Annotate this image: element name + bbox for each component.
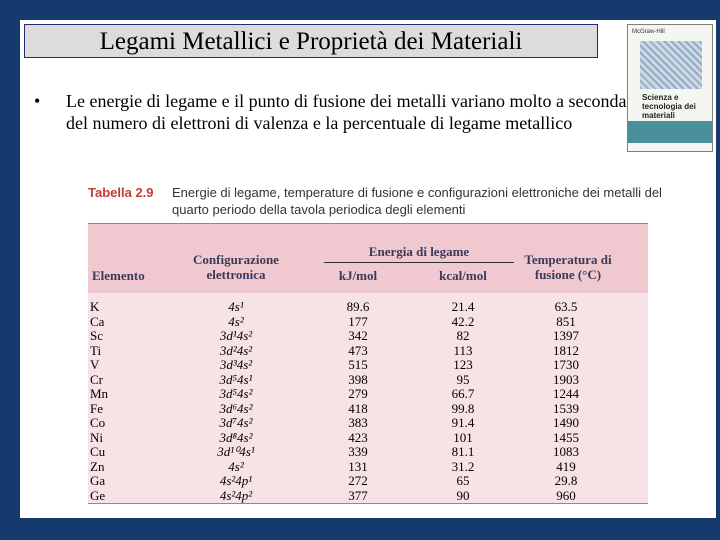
book-title: Scienza e tecnologia dei materiali bbox=[642, 93, 696, 120]
cell-element: Ge bbox=[90, 487, 106, 503]
cell-element: Sc bbox=[90, 328, 103, 343]
cell-config: 3d⁸4s² bbox=[219, 429, 253, 445]
cell-kj: 418 bbox=[348, 400, 368, 416]
cell-config: 3d¹⁰4s¹ bbox=[217, 444, 255, 459]
cell-kcal: 82 bbox=[456, 328, 470, 343]
cell-config: 3d⁵4s¹ bbox=[219, 371, 253, 387]
cell-kcal: 31.2 bbox=[451, 458, 475, 474]
table-caption-text: Energie di legame, temperature di fusione e configurazioni elettroniche dei metalli del quarto periodo della tavola periodica degli elementi bbox=[172, 185, 662, 217]
header-kj: kJ/mol bbox=[338, 268, 378, 283]
header-config: Configurazione elettronica bbox=[193, 252, 279, 282]
cell-temp: 1903 bbox=[553, 371, 579, 387]
cell-kj: 177 bbox=[348, 313, 368, 329]
cell-kcal: 81.1 bbox=[451, 444, 475, 459]
slide bbox=[20, 20, 716, 518]
cell-kcal: 65 bbox=[456, 473, 470, 488]
cell-kcal: 42.2 bbox=[451, 313, 475, 329]
cell-element: Ti bbox=[90, 342, 102, 358]
cell-temp: 1397 bbox=[553, 328, 579, 343]
cell-element: Mn bbox=[90, 386, 109, 401]
cell-kj: 383 bbox=[348, 415, 368, 430]
cell-temp: 1490 bbox=[553, 415, 579, 430]
cell-kcal: 99.8 bbox=[451, 400, 475, 416]
cell-kcal: 91.4 bbox=[451, 415, 475, 430]
cell-kcal: 21.4 bbox=[451, 299, 475, 314]
cell-temp: 1812 bbox=[553, 342, 579, 358]
book-publisher: McGraw-Hill bbox=[632, 29, 665, 35]
cell-config: 4s¹ bbox=[228, 299, 244, 314]
cell-kj: 89.6 bbox=[346, 299, 370, 314]
cell-kj: 473 bbox=[348, 342, 368, 358]
cell-element: Co bbox=[90, 415, 106, 430]
cell-config: 3d⁵4s² bbox=[219, 386, 253, 401]
table-row bbox=[88, 488, 648, 504]
cell-element: Cr bbox=[90, 371, 103, 387]
header-element: Elemento bbox=[92, 268, 145, 283]
cell-element: Ni bbox=[90, 429, 103, 445]
cell-temp: 1539 bbox=[553, 400, 579, 416]
cell-temp: 1244 bbox=[553, 386, 579, 401]
cell-config: 3d¹4s² bbox=[219, 328, 253, 343]
bullet-text: Le energie di legame e il punto di fusione dei metalli variano molto a seconda del numero di elettroni di valenza e la percentuale di legame metallico bbox=[66, 91, 627, 133]
cell-element: V bbox=[90, 357, 100, 372]
cell-config: 3d⁷4s² bbox=[219, 415, 253, 430]
cell-temp: 1083 bbox=[553, 444, 579, 459]
header-kcal: kcal/mol bbox=[439, 268, 487, 283]
cell-element: Ga bbox=[90, 473, 106, 488]
title-box bbox=[24, 24, 598, 58]
cell-temp: 851 bbox=[556, 313, 576, 329]
cell-temp: 1455 bbox=[553, 429, 579, 445]
table-header bbox=[88, 223, 648, 294]
table-label: Tabella 2.9 bbox=[88, 185, 154, 200]
cell-config: 3d⁶4s² bbox=[219, 400, 253, 416]
header-divider bbox=[324, 262, 514, 263]
header-temp: Temperatura di fusione (°C) bbox=[524, 252, 612, 282]
cell-config: 3d²4s² bbox=[219, 342, 253, 358]
cell-kj: 423 bbox=[348, 429, 368, 445]
cell-element: K bbox=[90, 299, 100, 314]
cell-temp: 1730 bbox=[553, 357, 579, 372]
cell-config: 4s² bbox=[228, 313, 244, 329]
bullet-icon: • bbox=[34, 91, 41, 111]
book-cover-art bbox=[640, 41, 702, 89]
table-body bbox=[88, 293, 648, 504]
cell-kj: 398 bbox=[348, 371, 368, 387]
cell-kcal: 101 bbox=[453, 429, 473, 445]
cell-temp: 63.5 bbox=[554, 299, 578, 314]
slide-title: Legami Metallici e Proprietà dei Materiali bbox=[99, 28, 523, 55]
cell-kj: 279 bbox=[348, 386, 368, 401]
cell-kj: 342 bbox=[348, 328, 368, 343]
cell-config: 4s²4p² bbox=[219, 487, 253, 503]
cell-kcal: 123 bbox=[453, 357, 473, 372]
cell-kcal: 95 bbox=[456, 371, 470, 387]
cell-kcal: 90 bbox=[456, 487, 470, 503]
cell-kcal: 66.7 bbox=[451, 386, 475, 401]
cell-config: 3d³4s² bbox=[219, 357, 253, 372]
book-cover-image bbox=[627, 24, 713, 152]
header-energy-group: Energia di legame bbox=[368, 244, 470, 259]
cell-element: Cu bbox=[90, 444, 106, 459]
cell-temp: 29.8 bbox=[554, 473, 578, 488]
cell-temp: 960 bbox=[556, 487, 576, 503]
cell-temp: 419 bbox=[556, 458, 576, 474]
cell-kj: 272 bbox=[348, 473, 368, 488]
book-cover-band bbox=[628, 121, 712, 143]
cell-element: Zn bbox=[90, 458, 105, 474]
cell-kj: 515 bbox=[348, 357, 368, 372]
cell-element: Ca bbox=[90, 313, 105, 329]
cell-config: 4s²4p¹ bbox=[219, 473, 253, 488]
cell-kj: 131 bbox=[348, 458, 368, 474]
cell-kcal: 113 bbox=[453, 342, 473, 358]
cell-element: Fe bbox=[90, 400, 103, 416]
cell-kj: 339 bbox=[348, 444, 368, 459]
cell-config: 4s² bbox=[228, 458, 244, 474]
cell-kj: 377 bbox=[348, 487, 368, 503]
